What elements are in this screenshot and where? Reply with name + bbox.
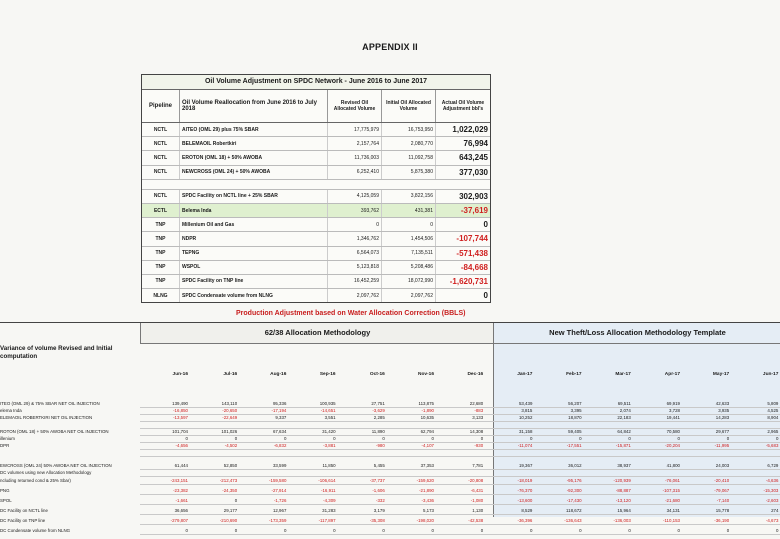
- value-cell: -23,382: [173, 488, 188, 493]
- table-row: [142, 275, 490, 289]
- row-label: elema Inda: [0, 408, 22, 413]
- row-divider: [140, 514, 780, 515]
- spacer-row: [142, 180, 490, 190]
- value-cell: -15,871: [615, 443, 631, 448]
- initial-volume-cell: 18,072,990: [382, 275, 436, 288]
- value-cell: -21,680: [665, 498, 680, 503]
- value-cell: -159,620: [416, 478, 434, 483]
- value-cell: 0: [628, 436, 631, 441]
- value-cell: -13,600: [517, 498, 533, 503]
- adjustment-cell: -84,668: [460, 262, 488, 272]
- value-cell: -17,430: [566, 498, 582, 503]
- initial-volume-cell: 5,875,380: [382, 166, 436, 179]
- value-cell: -18,019: [517, 478, 533, 483]
- value-cell: -107,315: [662, 488, 680, 493]
- value-cell: 8,904: [767, 415, 779, 420]
- value-cell: 0: [382, 436, 385, 441]
- revised-volume-cell: 393,762: [328, 204, 382, 217]
- initial-volume-cell: 7,135,511: [382, 247, 436, 260]
- value-cell: -1,890: [421, 408, 434, 413]
- adjustment-cell: 76,994: [463, 139, 488, 149]
- row-header-label: Variance of volume Revised and Initial computation: [0, 345, 113, 360]
- value-cell: 19,367: [518, 463, 533, 468]
- value-cell: 0: [529, 436, 533, 441]
- value-cell: -883: [474, 408, 484, 413]
- month-header: Nov-16: [418, 372, 434, 377]
- value-cell: -120,939: [613, 478, 631, 483]
- pipeline-cell: TNP: [142, 247, 180, 260]
- value-cell: -136,643: [564, 518, 582, 523]
- row-label: ITEO (OML 29) & 75% SBAR NET OIL INJECTION: [0, 401, 100, 406]
- value-cell: -930: [474, 443, 484, 448]
- value-cell: -1,080: [470, 498, 484, 503]
- value-cell: 3,728: [669, 408, 680, 413]
- value-cell: 0: [283, 528, 287, 533]
- month-header: Jun-17: [762, 372, 779, 377]
- row-label: EWCROSS (OML 24) 50% AWOBA NET OIL INJECTION: [0, 463, 112, 468]
- pipeline-cell: NCTL: [142, 166, 180, 179]
- value-cell: 0: [628, 528, 631, 533]
- value-cell: -36,190: [714, 518, 730, 523]
- value-cell: 0: [382, 528, 385, 533]
- initial-volume-cell: 5,208,486: [382, 261, 436, 274]
- value-cell: 101,026: [221, 429, 238, 434]
- value-cell: -76,061: [665, 478, 680, 483]
- value-cell: -4,656: [175, 443, 188, 448]
- pipeline-cell: TNP: [142, 275, 180, 288]
- table-row: [142, 232, 490, 246]
- header-actual: Actual Oil Volume Adjustment bbl's: [441, 100, 485, 112]
- adjustment-cell: 1,022,029: [452, 125, 488, 135]
- adjustment-cell: -1,620,731: [449, 276, 488, 286]
- initial-volume-cell: 11,092,758: [382, 151, 436, 164]
- description-cell: BELEMAOIL Robertkiri: [180, 137, 328, 150]
- value-cell: 11,890: [371, 429, 385, 434]
- pipeline-cell: NLNG: [142, 289, 180, 302]
- value-cell: 18,870: [568, 415, 582, 420]
- value-cell: 22,183: [617, 415, 631, 420]
- value-cell: 95,336: [272, 401, 287, 406]
- description-cell: NDPR: [180, 232, 328, 245]
- value-cell: -17,551: [566, 443, 582, 448]
- value-cell: 3,133: [472, 415, 484, 420]
- row-divider: [140, 456, 780, 457]
- value-cell: 37,353: [420, 463, 434, 468]
- value-cell: 3,179: [373, 508, 385, 513]
- row-divider: [140, 494, 780, 495]
- value-cell: 41,800: [666, 463, 680, 468]
- revised-volume-cell: 6,252,410: [328, 166, 382, 179]
- row-divider: [140, 484, 780, 485]
- value-cell: -95,176: [566, 478, 582, 483]
- value-cell: 53,439: [518, 401, 533, 406]
- value-cell: -106,614: [318, 478, 336, 483]
- table-header-row: [142, 90, 490, 123]
- month-header: Mar-17: [615, 372, 631, 377]
- value-cell: 0: [726, 528, 730, 533]
- value-cell: 2,285: [373, 415, 385, 420]
- value-cell: -3,629: [372, 408, 385, 413]
- value-cell: 70,580: [666, 429, 680, 434]
- month-header: Oct-16: [369, 372, 385, 377]
- value-cell: 0: [431, 436, 434, 441]
- value-cell: -4,309: [323, 498, 336, 503]
- value-cell: 0: [480, 436, 484, 441]
- value-cell: 0: [283, 436, 287, 441]
- value-cell: 36,012: [568, 463, 582, 468]
- month-header: Jan-17: [517, 372, 533, 377]
- value-cell: -4,636: [765, 478, 779, 483]
- pipeline-cell: TNP: [142, 232, 180, 245]
- row-label: ROTON (OML 18) + 50% AWOBA NET OIL INJECTION: [0, 429, 109, 434]
- month-header: Jul-16: [223, 372, 238, 377]
- header-revised: Revised Oil Allocated Volume: [328, 90, 382, 122]
- table-row: [142, 137, 490, 151]
- value-cell: 0: [579, 436, 582, 441]
- value-cell: 31,283: [322, 508, 336, 513]
- revised-volume-cell: 0: [328, 218, 382, 231]
- value-cell: 0: [775, 528, 779, 533]
- description-cell: EROTON (OML 18) + 50% AWOBA: [180, 151, 328, 164]
- value-cell: -210,690: [219, 518, 238, 523]
- row-label: illenium: [0, 436, 15, 441]
- value-cell: 113,875: [418, 401, 434, 406]
- value-cell: 0: [234, 498, 238, 503]
- value-cell: 61,444: [174, 463, 188, 468]
- initial-volume-cell: 3,822,156: [382, 190, 436, 203]
- adjustment-cell: -571,438: [456, 248, 488, 258]
- revised-volume-cell: 2,097,762: [328, 289, 382, 302]
- adjustment-cell: 643,245: [459, 153, 488, 163]
- value-cell: -16,911: [321, 488, 336, 493]
- row-label: ELEMAOIL ROBERTKIRI NET OIL INJECTION: [0, 415, 93, 420]
- value-cell: -20,410: [714, 478, 730, 483]
- value-cell: -332: [376, 498, 385, 503]
- value-cell: 2,074: [619, 408, 631, 413]
- row-label: [0, 450, 140, 461]
- initial-volume-cell: 1,454,506: [382, 232, 436, 245]
- value-cell: 29,177: [223, 508, 238, 513]
- revised-volume-cell: 1,346,762: [328, 232, 382, 245]
- value-cell: -24,350: [222, 488, 238, 493]
- value-cell: 3,935: [718, 408, 730, 413]
- value-cell: 0: [529, 528, 533, 533]
- row-divider: [140, 504, 780, 505]
- month-header: Aug-16: [270, 372, 287, 377]
- value-cell: 10,635: [420, 415, 434, 420]
- value-cell: 0: [726, 436, 730, 441]
- value-cell: 15,964: [617, 508, 631, 513]
- description-cell: WSPOL: [180, 261, 328, 274]
- value-cell: 36,656: [174, 508, 188, 513]
- value-cell: 0: [333, 528, 336, 533]
- table-row: [142, 218, 490, 232]
- value-cell: -117,897: [318, 518, 336, 523]
- value-cell: -76,370: [517, 488, 533, 493]
- value-cell: 31,420: [322, 429, 336, 434]
- value-cell: -21,890: [419, 488, 434, 493]
- value-cell: 0: [234, 436, 238, 441]
- value-cell: -212,473: [219, 478, 238, 483]
- value-cell: 8,529: [521, 508, 533, 513]
- value-cell: 22,680: [469, 401, 484, 406]
- row-label: SPOL: [0, 498, 12, 503]
- value-cell: 27,751: [371, 401, 385, 406]
- value-cell: 3,815: [521, 408, 533, 413]
- value-cell: -243,151: [170, 478, 188, 483]
- pipeline-cell: NCTL: [142, 137, 180, 150]
- value-cell: 118,672: [566, 508, 582, 513]
- value-cell: -7,140: [716, 498, 730, 503]
- value-cell: 0: [185, 436, 188, 441]
- value-cell: 14,283: [715, 415, 730, 420]
- row-label: PNG: [0, 488, 10, 493]
- value-cell: -1,606: [372, 488, 385, 493]
- value-cell: -36,396: [517, 518, 533, 523]
- value-cell: -2,603: [765, 498, 779, 503]
- table-row: [142, 204, 490, 218]
- value-cell: 12,967: [272, 508, 287, 513]
- month-header: Sep-16: [319, 372, 336, 377]
- initial-volume-cell: 2,097,762: [382, 289, 436, 302]
- value-cell: 4,525: [767, 408, 779, 413]
- production-adjustment-table: [0, 322, 780, 533]
- value-cell: 9,337: [275, 415, 287, 420]
- value-cell: -4,673: [765, 518, 779, 523]
- initial-volume-cell: 16,753,950: [382, 123, 436, 136]
- row-divider: [140, 534, 780, 535]
- value-cell: 0: [333, 436, 336, 441]
- initial-volume-cell: 431,381: [382, 204, 436, 217]
- value-cell: -173,359: [269, 518, 287, 523]
- description-cell: SPDC Facility on NCTL line + 25% SBAR: [180, 190, 328, 203]
- row-label: DC volumes using new Allocation Methodology: [0, 470, 92, 475]
- revised-volume-cell: 11,736,003: [328, 151, 382, 164]
- header-initial: Initial Oil Allocated Volume: [382, 90, 436, 122]
- description-cell: SPDC Facility on TNP line: [180, 275, 328, 288]
- row-label: DC Facility on NCTL line: [0, 508, 48, 513]
- table-row: [142, 123, 490, 137]
- value-cell: 10,252: [518, 415, 533, 420]
- value-cell: 5,173: [423, 508, 434, 513]
- value-cell: -37,737: [369, 478, 385, 483]
- value-cell: 143,110: [221, 401, 238, 406]
- value-cell: -1,661: [175, 498, 188, 503]
- value-cell: -198,020: [416, 518, 434, 523]
- value-cell: 69,511: [617, 401, 631, 406]
- pipeline-cell: TNP: [142, 218, 180, 231]
- revised-volume-cell: 2,157,764: [328, 137, 382, 150]
- value-cell: -159,580: [269, 478, 287, 483]
- value-cell: 56,207: [568, 401, 582, 406]
- row-divider: [140, 524, 780, 525]
- revised-volume-cell: 4,125,059: [328, 190, 382, 203]
- description-cell: TEPNG: [180, 247, 328, 260]
- value-cell: 33,599: [272, 463, 287, 468]
- pipeline-cell: NCTL: [142, 123, 180, 136]
- table-row: [142, 166, 490, 180]
- value-cell: 1,130: [472, 508, 484, 513]
- row-divider: [140, 476, 780, 477]
- adjustment-cell: 0: [483, 220, 488, 230]
- row-label: DC Facility on TNP line: [0, 518, 46, 523]
- value-cell: -79,067: [714, 488, 730, 493]
- value-cell: -16,850: [173, 408, 188, 413]
- value-cell: -6,832: [273, 443, 287, 448]
- pipeline-cell: ECTL: [142, 204, 180, 217]
- value-cell: 139,490: [172, 401, 188, 406]
- value-cell: -22,649: [222, 415, 238, 420]
- value-cell: 24,003: [715, 463, 730, 468]
- description-cell: Belema Inda: [180, 204, 328, 217]
- value-cell: 67,634: [272, 429, 287, 434]
- description-cell: AITEO (OML 29) plus 75% SBAR: [180, 123, 328, 136]
- adjustment-cell: -107,744: [456, 234, 488, 244]
- month-header: Jun-16: [172, 372, 188, 377]
- value-cell: 31,158: [518, 429, 533, 434]
- adjustment-cell: -37,619: [460, 206, 488, 216]
- table-row: [142, 261, 490, 275]
- value-cell: 5,809: [767, 401, 779, 406]
- revised-volume-cell: 5,123,818: [328, 261, 382, 274]
- table-title: Oil Volume Adjustment on SPDC Network - June 2016 to June 2017: [142, 75, 490, 90]
- description-cell: Millenium Oil and Gas: [180, 218, 328, 231]
- production-adjustment-title: Production Adjustment based on Water Allocation Correction (BBLS): [236, 310, 466, 317]
- value-cell: -13,597: [173, 415, 188, 420]
- page-title: APPENDIX II: [362, 42, 418, 52]
- header-description: Oil Volume Reallocation from June 2016 to July 2018: [180, 90, 328, 122]
- revised-volume-cell: 16,452,259: [328, 275, 382, 288]
- value-cell: -11,074: [517, 443, 533, 448]
- value-cell: -11,995: [714, 443, 730, 448]
- pipeline-cell: TNP: [142, 261, 180, 274]
- month-header-row: [0, 372, 780, 380]
- table-row: [142, 151, 490, 165]
- value-cell: 62,794: [420, 429, 434, 434]
- table-body: [142, 123, 490, 302]
- value-cell: 42,633: [715, 401, 730, 406]
- value-cell: 38,937: [617, 463, 631, 468]
- value-cell: -14,651: [320, 408, 336, 413]
- value-cell: 14,308: [469, 429, 484, 434]
- section-header-62-38: 62/38 Allocation Methodology: [140, 323, 494, 344]
- month-header: Apr-17: [664, 372, 680, 377]
- table-row: [142, 190, 490, 204]
- value-cell: -88,887: [615, 488, 631, 493]
- value-cell: 11,850: [322, 463, 336, 468]
- value-cell: -3,436: [421, 498, 434, 503]
- value-cell: 59,405: [568, 429, 582, 434]
- value-cell: 19,441: [666, 415, 680, 420]
- value-cell: 6,729: [767, 463, 779, 468]
- value-cell: -20,808: [468, 478, 484, 483]
- value-cell: 0: [677, 436, 680, 441]
- value-cell: 64,842: [617, 429, 631, 434]
- value-cell: -3,881: [323, 443, 336, 448]
- adjustment-cell: 377,030: [459, 167, 488, 177]
- value-cell: 69,919: [666, 401, 680, 406]
- value-cell: 0: [234, 528, 238, 533]
- value-cell: 0: [579, 528, 582, 533]
- revised-volume-cell: 17,775,979: [328, 123, 382, 136]
- value-cell: -20,204: [665, 443, 680, 448]
- month-header: Feb-17: [566, 372, 582, 377]
- value-cell: -20,650: [222, 408, 238, 413]
- value-cell: 100,935: [319, 401, 336, 406]
- value-cell: 0: [775, 436, 779, 441]
- revised-volume-cell: 6,564,073: [328, 247, 382, 260]
- month-header: May-17: [712, 372, 730, 377]
- value-cell: 274: [771, 508, 779, 513]
- value-cell: -92,300: [566, 488, 582, 493]
- value-cell: -136,003: [613, 518, 631, 523]
- header-pipeline: Pipeline: [142, 90, 180, 122]
- value-cell: 3,395: [570, 408, 582, 413]
- value-cell: -980: [376, 443, 385, 448]
- value-cell: -4,502: [224, 443, 238, 448]
- pipeline-cell: NCTL: [142, 151, 180, 164]
- value-cell: -279,807: [170, 518, 188, 523]
- value-cell: 0: [480, 528, 484, 533]
- initial-volume-cell: 2,080,770: [382, 137, 436, 150]
- row-label: DPR: [0, 443, 10, 448]
- value-cell: 101,704: [172, 429, 188, 434]
- description-cell: NEWCROSS (OML 24) + 50% AWOBA: [180, 166, 328, 179]
- table-row: [142, 289, 490, 302]
- value-cell: -35,308: [369, 518, 385, 523]
- value-cell: -13,120: [615, 498, 631, 503]
- value-cell: -15,303: [763, 488, 779, 493]
- value-cell: -42,538: [468, 518, 484, 523]
- adjustment-cell: 302,903: [459, 191, 488, 201]
- value-cell: 3,551: [324, 415, 336, 420]
- value-cell: 15,778: [715, 508, 730, 513]
- value-cell: -110,153: [662, 518, 680, 523]
- row-label: ncluding returned cond & 25% Sbar): [0, 478, 71, 483]
- value-cell: -17,194: [271, 408, 287, 413]
- oil-volume-adjustment-table: [141, 74, 491, 303]
- value-cell: 7,781: [472, 463, 484, 468]
- section-header-new-theft-loss: New Theft/Loss Allocation Methodology Template: [493, 323, 780, 344]
- value-cell: 0: [677, 528, 680, 533]
- pipeline-cell: NCTL: [142, 190, 180, 203]
- value-cell: 0: [185, 528, 188, 533]
- value-cell: 34,131: [666, 508, 680, 513]
- table-row: [142, 247, 490, 261]
- initial-volume-cell: 0: [382, 218, 436, 231]
- value-cell: -27,914: [271, 488, 287, 493]
- value-cell: -1,726: [273, 498, 287, 503]
- month-header: Dec-16: [467, 372, 484, 377]
- value-cell: 0: [431, 528, 434, 533]
- value-cell: 2,965: [767, 429, 779, 434]
- value-cell: -4,107: [421, 443, 434, 448]
- value-cell: 52,850: [223, 463, 238, 468]
- value-cell: -5,683: [765, 443, 779, 448]
- description-cell: SPDC Condensate volume from NLNG: [180, 289, 328, 302]
- value-cell: 5,455: [373, 463, 385, 468]
- value-cell: 29,677: [715, 429, 730, 434]
- adjustment-cell: 0: [483, 291, 488, 301]
- row-label: DC Condensate volume from NLNG: [0, 528, 71, 533]
- value-cell: -6,431: [470, 488, 484, 493]
